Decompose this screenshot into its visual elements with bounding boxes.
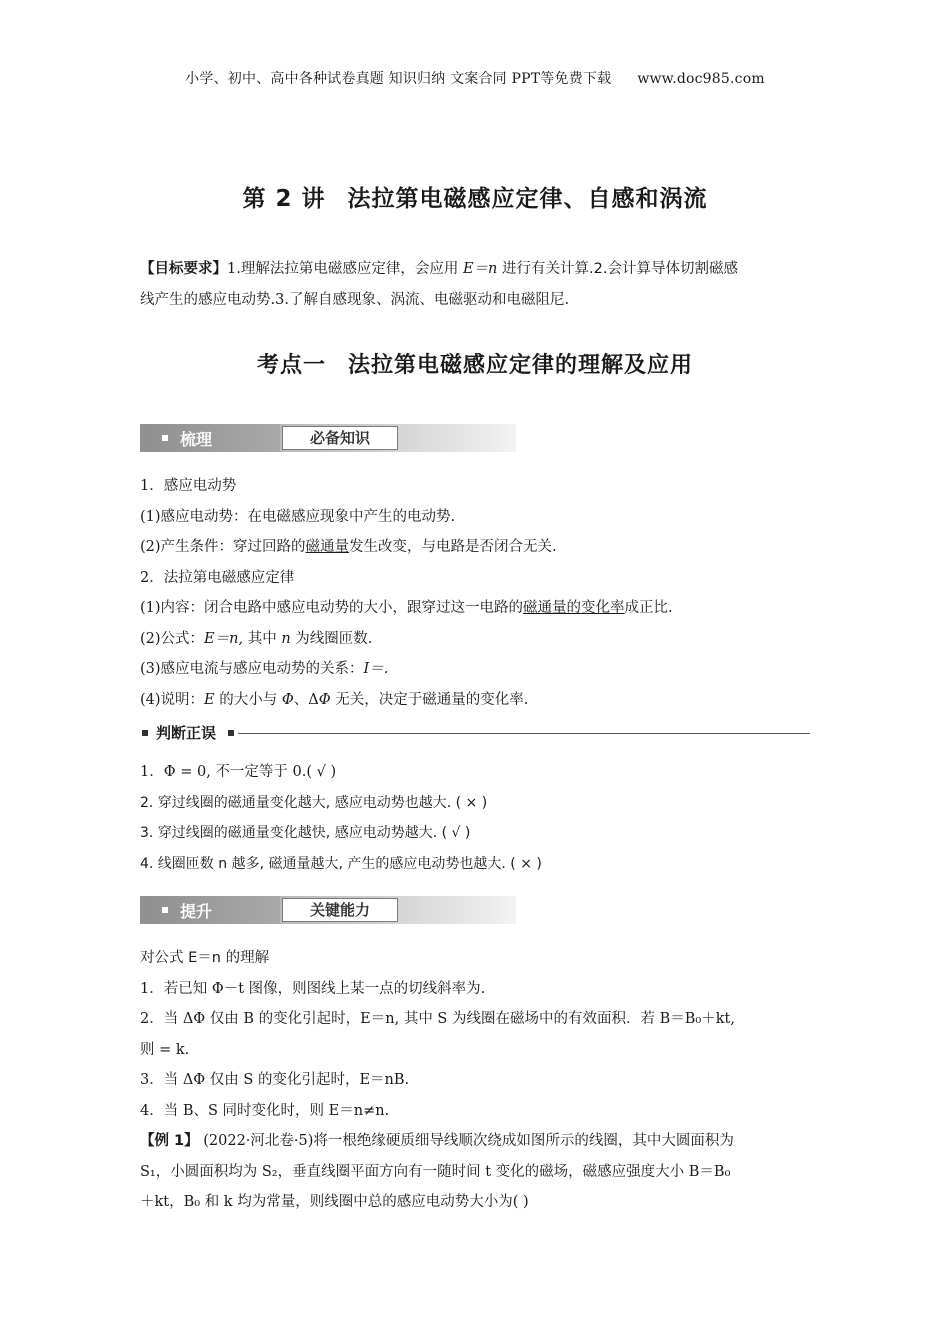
title-lecture-number: 第 2 讲 [242, 186, 326, 212]
example-line: S₁，小圆面积均为 S₂，垂直线圈平面方向有一随时间 t 变化的磁场，磁感应强度大小 B＝B₀ [140, 1163, 731, 1180]
section-title [0, 348, 950, 379]
example-label: 【例 1】 [140, 1133, 199, 1149]
bar-box-label: 必备知识 [282, 426, 398, 450]
bar-square-icon [162, 435, 168, 441]
bar-box-label: 关键能力 [282, 898, 398, 922]
title-topic: 法拉第电磁感应定律、自感和涡流 [347, 186, 708, 212]
judge-item: 1．Φ = 0, 不一定等于 0.( √ ) [140, 764, 337, 780]
section-number: 考点一 [256, 353, 326, 378]
page-title [0, 180, 950, 213]
example-line: 【例 1】 (2022·河北卷·5)将一根绝缘硬质细导线顺次绕成如图所示的线圈，其中大圆面积为 [140, 1133, 734, 1149]
bar-label: 梳理 [180, 430, 213, 449]
judge-list [140, 757, 812, 879]
ability-block [140, 943, 812, 1126]
example-line: ＋kt，B₀ 和 k 均为常量，则线圈中总的感应电动势大小为( ) [140, 1194, 529, 1210]
page-header [0, 68, 950, 88]
bar-label: 提升 [180, 902, 213, 921]
knowledge-line: (2)产生条件：穿过回路的磁通量发生改变，与电路是否闭合无关. [140, 539, 557, 555]
square-bullet-icon [228, 730, 234, 736]
knowledge-line: (3)感应电流与感应电动势的关系：I＝. [140, 661, 389, 677]
square-bullet-icon [142, 730, 148, 736]
goal-text-2: 进行有关计算.2.会计算导体切割磁感 [497, 261, 738, 277]
divider-line [238, 733, 810, 734]
goal-paragraph [140, 254, 812, 316]
knowledge-line: 2．法拉第电磁感应定律 [140, 569, 295, 586]
underlined-term: 磁通量的变化率 [523, 600, 625, 616]
ability-line: 则 = k. [140, 1041, 190, 1058]
goal-formula: E＝n [462, 261, 498, 277]
goal-text-3: 线产生的感应电动势.3.了解自感现象、涡流、电磁驱动和电磁阻尼. [140, 292, 570, 308]
header-text: 小学、初中、高中各种试卷真题 知识归纳 文案合同 PPT等免费下载 [185, 71, 612, 87]
judge-label: 判断正误 [156, 724, 217, 742]
formula: E＝n, [204, 630, 244, 647]
goal-label: 【目标要求】 [140, 261, 227, 277]
underlined-term: 磁通量 [305, 539, 350, 555]
ability-heading: 对公式 E＝n 的理解 [140, 950, 270, 966]
judge-item: 2. 穿过线圈的磁通量变化越大, 感应电动势也越大. ( × ) [140, 794, 488, 811]
knowledge-block [140, 471, 812, 715]
goal-text-1: 1.理解法拉第电磁感应定律，会应用 [227, 261, 463, 277]
ability-line: 3．当 ΔΦ 仅由 S 的变化引起时，E＝nB. [140, 1072, 410, 1088]
section-bar-improve [140, 896, 516, 924]
ability-line: 1．若已知 Φ－t 图像，则图线上某一点的切线斜率为. [140, 980, 486, 997]
knowledge-line: (1)内容：闭合电路中感应电动势的大小，跟穿过这一电路的磁通量的变化率成正比. [140, 600, 673, 616]
knowledge-line: (4)说明：E 的大小与 Φ、ΔΦ 无关，决定于磁通量的变化率. [140, 691, 529, 708]
example-block [140, 1126, 812, 1218]
bar-square-icon [162, 907, 168, 913]
knowledge-line: 1．感应电动势 [140, 478, 237, 494]
header-url[interactable]: www.doc985.com [637, 71, 765, 87]
section-bar-review [140, 424, 516, 452]
judge-heading [140, 722, 810, 744]
knowledge-line: (2)公式：E＝n, 其中 n 为线圈匝数. [140, 630, 373, 647]
ability-line: 2．当 ΔΦ 仅由 B 的变化引起时，E＝n, 其中 S 为线圈在磁场中的有效面积．若 B＝B₀＋kt, [140, 1011, 735, 1027]
section-topic: 法拉第电磁感应定律的理解及应用 [348, 353, 694, 378]
formula: I＝. [363, 661, 389, 677]
knowledge-line: (1)感应电动势：在电磁感应现象中产生的电动势. [140, 508, 456, 525]
ability-line: 4．当 B、S 同时变化时，则 E＝n≠n. [140, 1102, 390, 1119]
judge-item: 3. 穿过线圈的磁通量变化越快, 感应电动势越大. ( √ ) [140, 825, 471, 841]
judge-item: 4. 线圈匝数 n 越多, 磁通量越大, 产生的感应电动势也越大. ( × ) [140, 855, 542, 872]
